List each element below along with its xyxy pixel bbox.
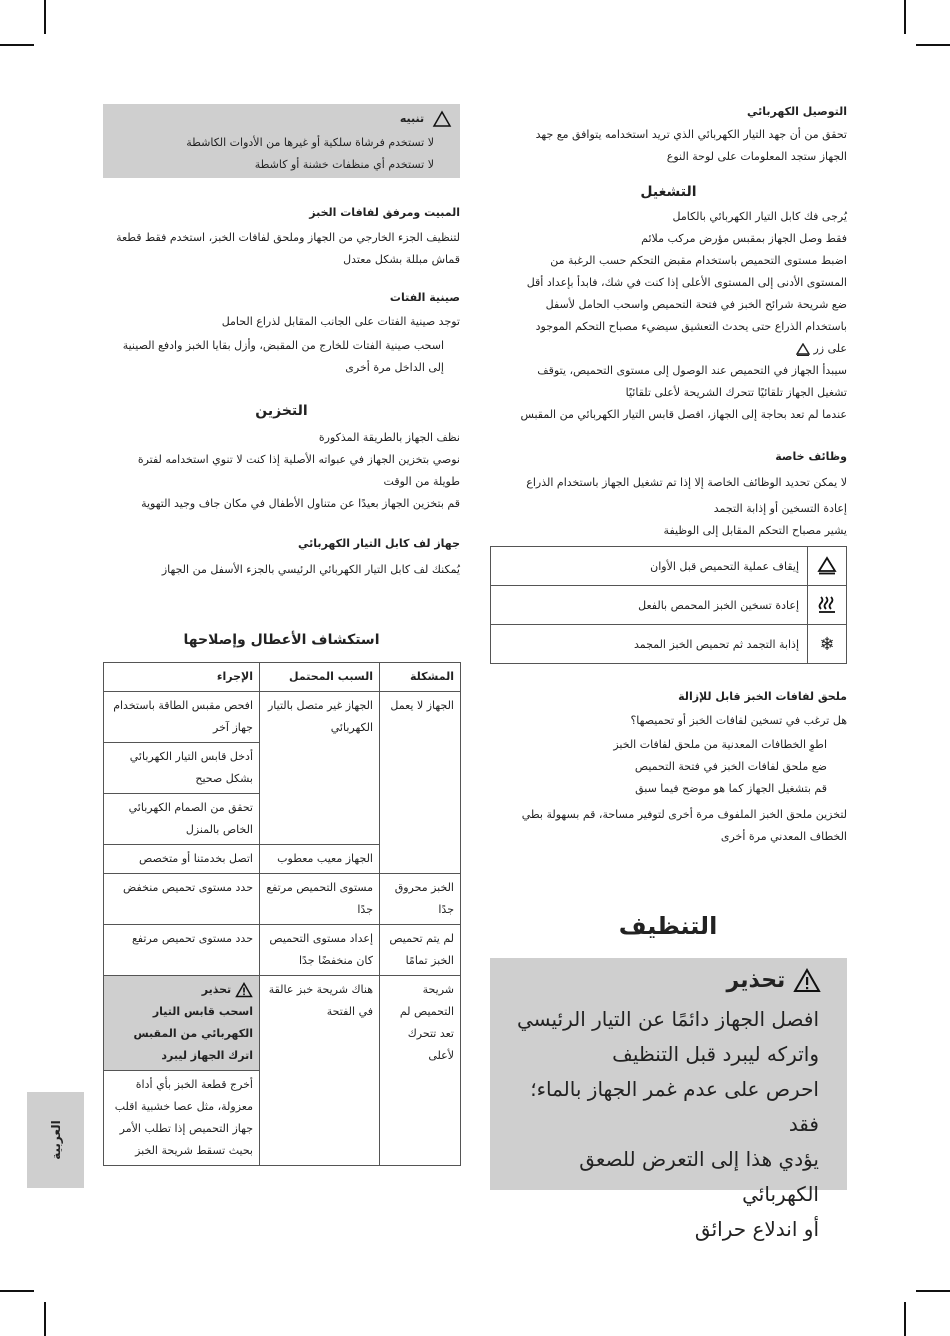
action-warning-cell <box>104 976 260 1071</box>
action-cell: اتصل بخدمتنا أو متخصص <box>104 845 260 874</box>
housing-line: قماش مبللة بشكل معتدل <box>343 253 460 266</box>
crop-mark <box>904 1302 906 1336</box>
operation-line: فقط وصل الجهاز بمقبس مؤرض مركب ملائم <box>641 232 847 245</box>
crop-mark <box>916 1290 950 1292</box>
stop-triangle-icon <box>796 343 810 356</box>
action-warning-text: اسحب قابس التيار الكهربائي من المقبس اترك الجهاز ليبرد <box>133 1005 253 1062</box>
bun-rack-step: اطوِ الخطافات المعدنية من ملحق لفافات الخبز <box>613 738 827 751</box>
cleaning-warning-line: احرص على عدم غمر الجهاز بالماء؛ فقد <box>530 1077 819 1136</box>
storage-heading: التخزين <box>255 403 308 419</box>
problem-cell: لم يتم تحميص الخبز تمامًا <box>380 925 461 976</box>
table-row <box>104 874 461 925</box>
function-icon-cell <box>808 547 847 586</box>
special-line: إعادة التسخين أو إذابة التجمد <box>713 502 847 515</box>
action-warning-title-row <box>110 979 253 1001</box>
right-column <box>490 100 847 848</box>
cleaning-warning-line: افصل الجهاز دائمًا عن التيار الرئيسي <box>516 1007 819 1031</box>
language-side-tab <box>27 1092 84 1188</box>
problem-cell: الجهاز لا يعمل <box>380 692 461 874</box>
special-intro: لا يمكن تحديد الوظائف الخاصة إلا إذا تم تشغيل الجهاز باستخدام الذراع <box>526 476 847 489</box>
function-icon-cell <box>808 586 847 625</box>
cleaning-warning-line: أو اندلاع حرائق <box>694 1217 819 1241</box>
bun-rack-heading: ملحق لفافات الخبز قابل للإزالة <box>678 690 847 703</box>
col-cause-header: السبب المحتمل <box>260 663 380 692</box>
action-cell: أدخل قابس التيار الكهربائي بشكل صحيح <box>104 743 260 794</box>
table-row <box>104 925 461 976</box>
function-icon-cell <box>808 625 847 664</box>
bun-rack-step: قم بتشغيل الجهاز كما هو موضح فيما سبق <box>635 782 827 795</box>
cord-line: يُمكنك لف كابل التيار الكهربائي الرئيسي بالجزء الأسفل من الجهاز <box>161 563 460 576</box>
operation-line: تشغيل الجهاز تلقائيًا تتحرك الشريحة لأعلى تلقائيًا <box>625 386 847 399</box>
operation-line: عندما لم تعد بحاجة إلى الجهاز، افصل قابس التيار الكهربائي من المقبس <box>520 408 847 421</box>
function-row <box>491 586 847 625</box>
caution-title-row <box>400 110 452 128</box>
warning-triangle-icon <box>793 968 821 994</box>
function-label: إيقاف عملية التحميص قبل الأوان <box>491 547 808 586</box>
storage-line: طويلة من الوقت <box>383 475 460 488</box>
cleaning-heading: التنظيف <box>618 912 718 940</box>
function-label: إذابة التجمد ثم تحميص الخبز المجمد <box>491 625 808 664</box>
special-line: يشير مصباح التحكم المقابل إلى الوظيفة <box>663 524 847 537</box>
cleaning-warning-line: يؤدي هذا إلى التعرض للصعق الكهربائي <box>579 1147 819 1206</box>
function-row <box>491 625 847 664</box>
crumb-tray-step: إلى الداخل مرة أخرى <box>345 361 444 374</box>
col-action-header: الإجراء <box>104 663 260 692</box>
cord-heading: جهاز لف كابل التيار الكهربائي <box>298 537 460 550</box>
function-row <box>491 547 847 586</box>
housing-line: لتنظيف الجزء الخارجي من الجهاز وملحق لفافات الخبز، استخدم فقط قطعة <box>116 231 460 244</box>
table-header-row <box>104 663 461 692</box>
cause-cell: هناك شريحة خبز عالقة في الفتحة <box>260 976 380 1166</box>
operation-heading: التشغيل <box>640 184 697 200</box>
problem-cell: شريحة التحميص لم تعد تتحرك لأعلى <box>380 976 461 1166</box>
crop-mark <box>0 1290 34 1292</box>
crumb-tray-line: توجد صينية الفتات على الجانب المقابل لذراع الحامل <box>221 315 460 328</box>
operation-line-text: على زر <box>813 342 847 355</box>
left-column <box>103 201 460 581</box>
operation-line: المستوى الأدنى إلى المستوى الأعلى إذا كنت في شك، فابدأ بإعداد أقل <box>526 276 847 289</box>
cleaning-warning-title-row <box>727 968 821 994</box>
stop-triangle-icon <box>817 555 837 575</box>
operation-line: اضبط مستوى التحميص باستخدام مقبض التحكم حسب الرغبة من <box>550 254 847 267</box>
crop-mark <box>916 44 950 46</box>
cleaning-warning-line: واتركه ليبرد قبل التنظيف <box>612 1042 819 1066</box>
action-warning-title: تحذير <box>201 983 232 996</box>
operation-line: يُرجى فك كابل التيار الكهربائي بالكامل <box>672 210 847 223</box>
cleaning-warning-text <box>499 1002 819 1247</box>
warning-triangle-icon <box>432 110 452 128</box>
cleaning-warning-title: تحذير <box>726 968 786 993</box>
crumb-tray-step: اسحب صينية الفتات للخارج من المقبض، وأزل بقايا الخبز وادفع الصينية <box>122 339 444 352</box>
reheat-waves-icon <box>817 594 837 614</box>
problem-cell: الخبز محروق جدًا <box>380 874 461 925</box>
cause-cell: الجهاز معيب معطوب <box>260 845 380 874</box>
bun-rack-step: ضع ملحق لفافات الخبز في فتحة التحميص <box>634 760 827 773</box>
operation-line: ضع شريحة شرائح الخبز في فتحة التحميص واسحب الحامل لأسفل <box>545 298 847 311</box>
crumb-tray-steps <box>103 335 460 379</box>
special-heading: وظائف خاصة <box>775 450 847 463</box>
cause-cell: مستوى التحميص مرتفع جدًا <box>260 874 380 925</box>
bun-rack-question: هل ترغب في تسخين لفافات الخبز أو تحميصها؟ <box>630 714 847 727</box>
caution-line: لا تستخدم فرشاة سلكية أو غيرها من الأدوات الكاشطة <box>186 136 434 149</box>
bun-rack-steps <box>490 734 847 800</box>
crop-mark <box>44 1302 46 1336</box>
troubleshooting-heading: استكشاف الأعطال وإصلاحها <box>183 632 380 648</box>
action-cell: أخرج قطعة الخبز بأي أداة معزولة، مثل عصا خشبية اقلب جهاز التحميص إذا تطلب الأمر بحيث تسقط شريحة الخبز <box>104 1071 260 1166</box>
housing-heading: المبيت ومرفق لفافات الخبز <box>309 206 460 219</box>
col-problem-header: المشكلة <box>380 663 461 692</box>
connection-line: تحقق من أن جهد التيار الكهربائي الذي تريد استخدامه يتوافق مع جهد <box>535 128 847 141</box>
caution-box <box>103 104 460 178</box>
operation-line: باستخدام الذراع حتى يحدث التعشيق سيضيء مصباح التحكم الموجود <box>535 320 847 333</box>
action-cell: افحص مقبس الطاقة باستخدام جهاز آخر <box>104 692 260 743</box>
crop-mark <box>44 0 46 34</box>
table-row <box>104 692 461 743</box>
storage-line: نوصي بتخزين الجهاز في عبواته الأصلية إذا كنت لا تنوي استخدامه لفترة <box>137 453 460 466</box>
connection-heading: التوصيل الكهربائي <box>747 105 847 118</box>
cleaning-warning-box <box>490 958 847 1241</box>
action-cell: حدد مستوى تحميص مرتفع <box>104 925 260 976</box>
operation-line: سيبدأ الجهاز في التحميص عند الوصول إلى مستوى التحميص، يتوقف <box>537 364 847 377</box>
action-cell: تحقق من الصمام الكهربائي الخاص بالمنزل <box>104 794 260 845</box>
table-row <box>104 976 461 1071</box>
connection-line: الجهاز ستجد المعلومات على لوحة النوع <box>666 150 847 163</box>
troubleshooting-table <box>103 662 461 1166</box>
action-cell: حدد مستوى تحميص منخفض <box>104 874 260 925</box>
storage-line: نظف الجهاز بالطريقة المذكورة <box>318 431 460 444</box>
functions-table <box>490 546 847 664</box>
storage-line: قم بتخزين الجهاز بعيدًا عن متناول الأطفال في مكان جاف وجيد التهوية <box>141 497 460 510</box>
warning-triangle-icon <box>235 982 253 998</box>
snowflake-icon: ❄ <box>819 633 835 655</box>
cause-cell: إعداد مستوى التحميص كان منخفضًا جدًا <box>260 925 380 976</box>
crop-mark <box>0 44 34 46</box>
language-side-tab-label: العربية <box>48 1120 63 1160</box>
cause-cell: الجهاز غير متصل بالتيار الكهربائي <box>260 692 380 845</box>
crop-mark <box>904 0 906 34</box>
bun-rack-storage: الخطاف المعدني مرة أخرى <box>720 830 847 843</box>
bun-rack-storage: لتخزين ملحق الخبز الملفوف مرة أخرى لتوفير مساحة، قم بسهولة بطي <box>521 808 847 821</box>
caution-line: لا تستخدم أي منظفات خشنة أو كاشطة <box>254 158 434 171</box>
operation-line-button <box>490 338 847 360</box>
crumb-tray-heading: صينية الفتات <box>389 291 460 304</box>
caution-title: تنبيه <box>399 112 425 125</box>
caution-text <box>186 132 434 176</box>
function-label: إعادة تسخين الخبز المحمص بالفعل <box>491 586 808 625</box>
